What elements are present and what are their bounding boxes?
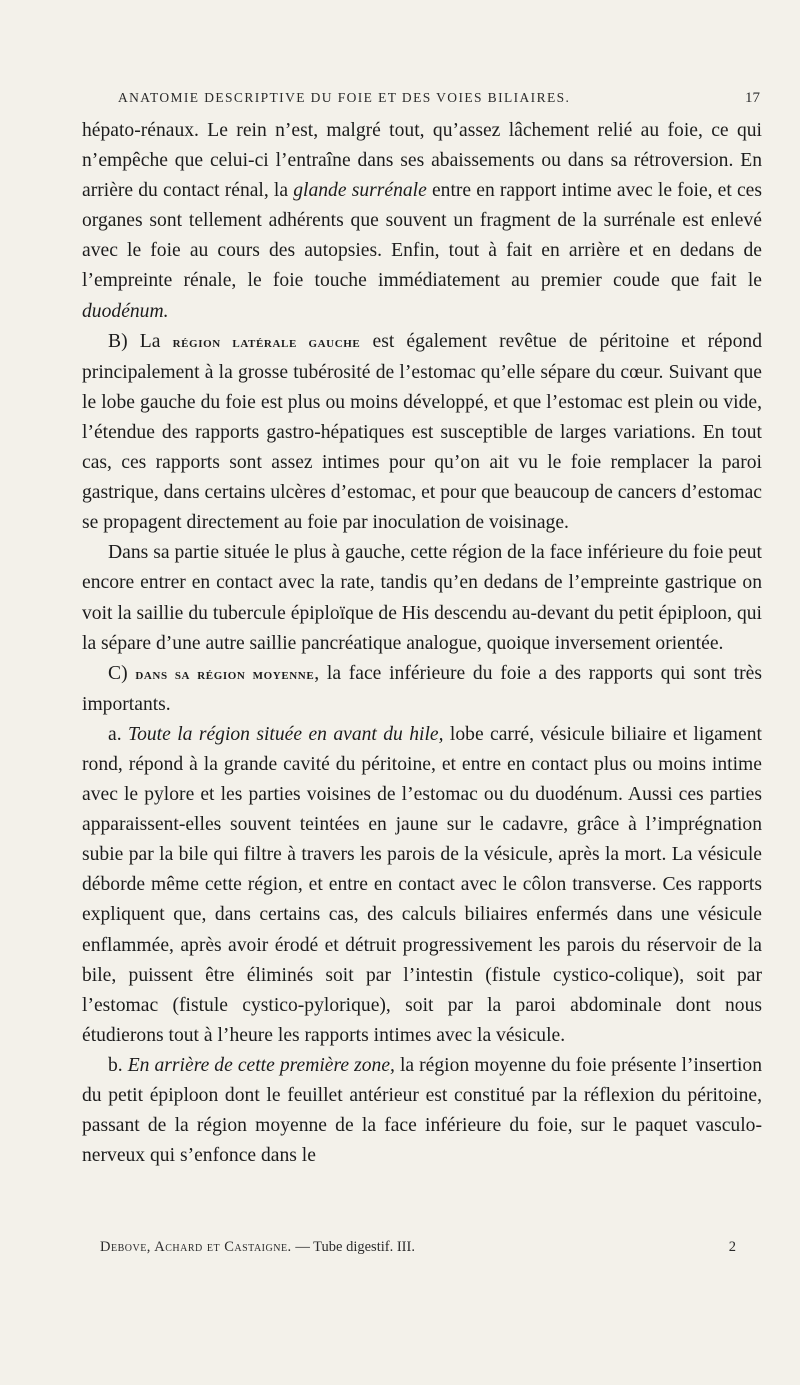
heading-region-laterale-gauche: région latérale gauche: [172, 334, 361, 351]
paragraph-1: [82, 116, 762, 327]
running-head: [118, 90, 760, 112]
paragraph-2: [82, 327, 762, 539]
paragraph-6-lead: b.: [108, 1054, 128, 1076]
emphasis-toute-la-region: Toute la région située en avant du hile,: [127, 723, 444, 745]
emphasis-duodenum: duodénum.: [82, 300, 169, 322]
paragraph-6-text: la région moyenne du foie présente l’insertion du petit épiploon dont le feuillet antérieur est constitué par la réflexion du péritoine, passant de la région moyenne de la face inférieure du foie, sur le paquet vasculo-nerveux qui s’enfonce dans le: [82, 1054, 762, 1167]
paragraph-1-text-a: hépato-rénaux. Le rein n’est, malgré tout, qu’assez lâchement relié au foie, ce qui n’empêche que celui-ci l’entraîne dans ses abaissements ou dans sa rétroversion. En arrière du contact rénal, la: [82, 120, 762, 202]
paragraph-6: [82, 1051, 762, 1171]
paragraph-3: Dans sa partie située le plus à gauche, cette région de la face inférieure du foie peut encore entrer en contact avec la rate, tandis qu’en dedans de l’empreinte gastrique on voit la saillie du tubercule épiploïque de His descendu au-devant du petit épiploon, qui la sépare d’une autre saillie pancréatique analogue, quoique inversement orientée.: [82, 542, 762, 654]
paragraph-5-text: lobe carré, vésicule biliaire et ligament rond, répond à la grande cavité du péritoine, et entre en contact plus ou moins intime avec le pylore et les parties voisines de l’estomac ou du duodénum. Aussi ces parties apparaissent-elles souvent teintées en jaune sur le cadavre, grâce à l’imprégnation subie par la bile qui filtre à travers les parois de la vésicule, après la mort. La vésicule déborde même cette région, et entre en contact avec le côlon transverse. Ces rapports expliquent que, dans certains cas, des calculs biliaires enfermés dans une vésicule enflammée, après avoir érodé et détruit progressivement les parois du réservoir de la bile, puissent être éliminés soit par l’intestin (fistule cystico-colique), soit par l’estomac (fistule cystico-pylorique), soit par la paroi abdominale dont nous étudierons tout à l’heure les rapports intimes avec la vésicule.: [82, 723, 762, 1046]
emphasis-premiere-zone: En arrière de cette première zone,: [127, 1054, 395, 1076]
running-title: ANATOMIE DESCRIPTIVE DU FOIE ET DES VOIES BILIAIRES.: [118, 90, 571, 105]
paragraph-2-text: est également revêtue de péritoine et répond principalement à la grosse tubérosité de l’estomac qu’elle sépare du cœur. Suivant que le lobe gauche du foie est plus ou moins développé, et que l’estomac est plein ou vide, l’étendue des rapports gastro-hépatiques est susceptible de larges variations. En tout cas, ces rapports sont assez intimes pour qu’on ait vu le foie remplacer la paroi gastrique, dans certains ulcères d’estomac, et pour que beaucoup de cancers d’estomac se propagent directement au foie par inoculation de voisinage.: [82, 330, 762, 534]
page-number: 17: [745, 90, 760, 106]
paragraph-1-text-b: entre en rapport intime avec le foie, et ces organes sont tellement adhérents que souvent un fragment de la surrénale est enlevé avec le foie au cours des autopsies. Enfin, tout à fait en arrière et en dedans de l’empreinte rénale, le foie touche immédiatement au premier coude que fait le: [82, 180, 762, 292]
footer-signature: [100, 1239, 415, 1256]
footer-series: — Tube digestif. III.: [291, 1239, 415, 1255]
paragraph-4-text: , la face inférieure du foie a des rapports qui sont très importants.: [82, 662, 762, 715]
signature-number: 2: [728, 1239, 736, 1255]
footer-authors: Debove, Achard et Castaigne.: [100, 1239, 292, 1255]
paragraph-5: [82, 720, 762, 1051]
paragraph-4: [82, 659, 762, 720]
body-text: [82, 116, 762, 1171]
heading-region-moyenne: dans sa région moyenne: [135, 666, 315, 683]
paragraph-5-lead: a.: [108, 723, 128, 745]
paragraph-2-lead: B) La: [108, 330, 173, 352]
emphasis-glande-surrenale: glande surrénale: [293, 180, 427, 202]
signature-footer: [100, 1239, 736, 1261]
paragraph-4-lead: C): [108, 662, 136, 684]
